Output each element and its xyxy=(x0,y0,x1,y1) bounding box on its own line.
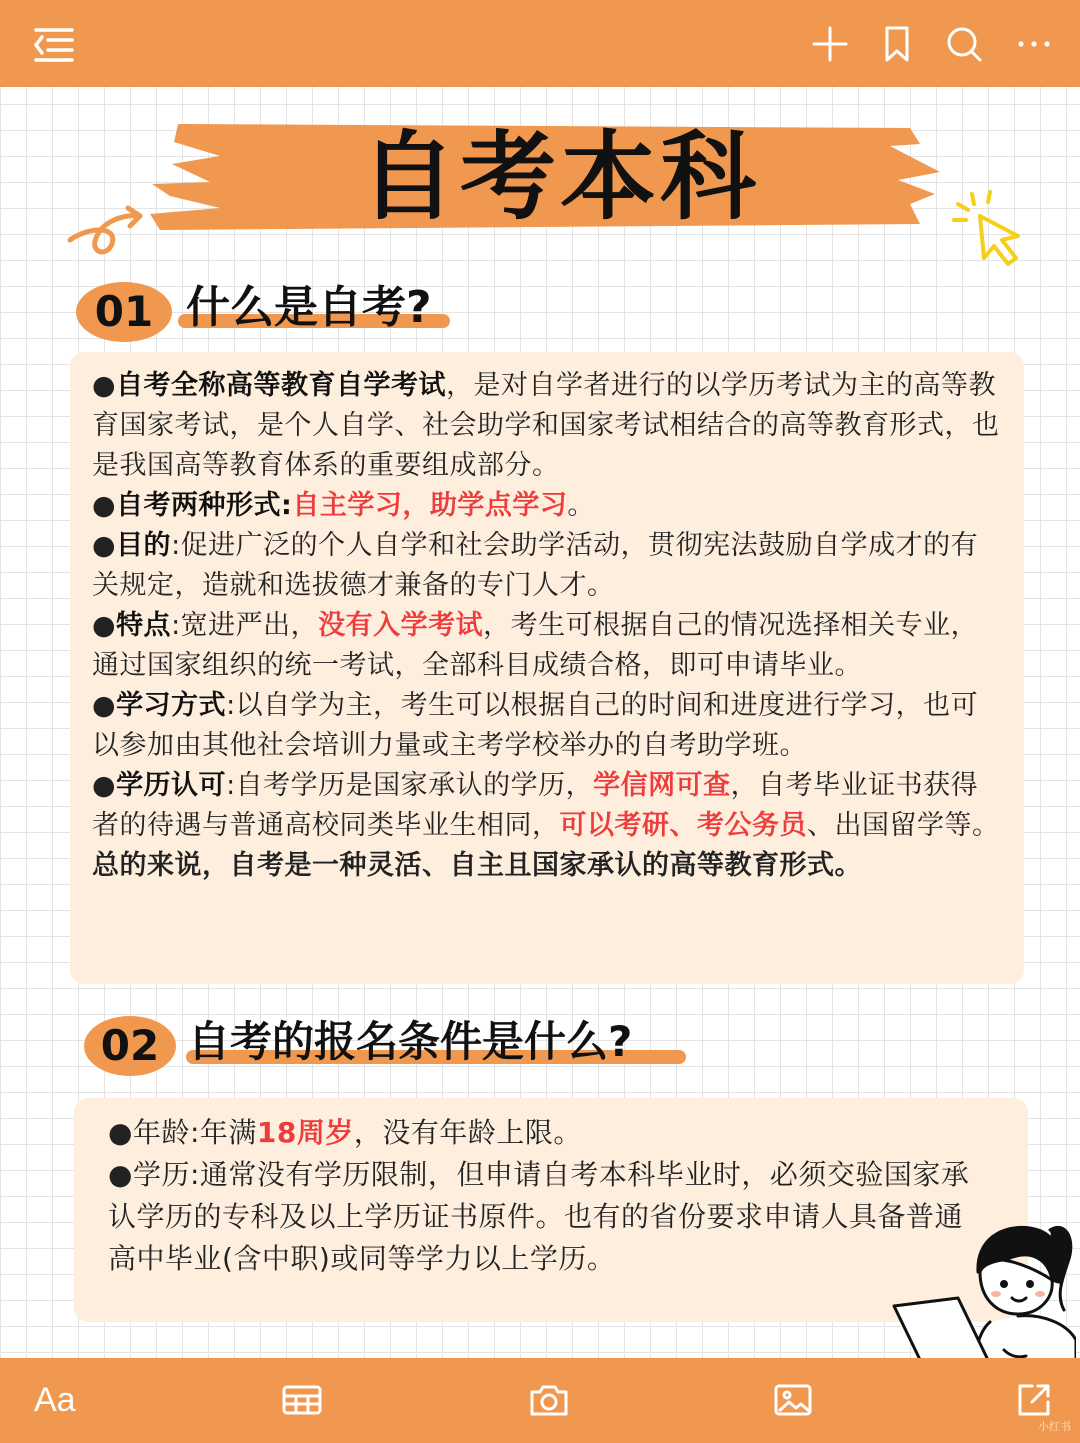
section-2-number: 02 xyxy=(100,1021,160,1070)
paragraph-definition: ●自考全称高等教育自学考试，是对自学者进行的以学历考试为主的高等教育国家考试，是个人自学、社会助学和国家考试相结合的高等教育形式，也是我国高等教育体系的重要组成部分。 xyxy=(92,370,1000,481)
paragraph-features: ●特点:宽进严出，没有入学考试，考生可根据自己的情况选择相关专业，通过国家组织的统一考试，全部科目成绩合格，即可申请毕业。 xyxy=(92,610,979,681)
section-1-number: 01 xyxy=(94,287,154,336)
section-1-heading: 什么是自考? xyxy=(186,282,432,333)
menu-icon[interactable] xyxy=(32,22,76,66)
swirl-arrow-icon xyxy=(66,200,146,260)
watermark-text: 小红书 xyxy=(1038,1420,1071,1433)
section-2-heading: 自考的报名条件是什么? xyxy=(188,1017,633,1066)
more-icon[interactable] xyxy=(1012,22,1056,66)
camera-icon[interactable] xyxy=(527,1378,571,1422)
page-title: 自考本科 xyxy=(360,121,760,233)
paragraph-forms: ●自考两种形式:自主学习，助学点学习。 xyxy=(92,490,595,521)
paragraph-purpose: ●目的:促进广泛的个人自学和社会助学活动，贯彻宪法鼓励自学成才的有关规定，造就和选拔德才兼备的专门人才。 xyxy=(92,530,979,601)
bottom-toolbar xyxy=(0,1358,1080,1443)
image-icon[interactable] xyxy=(771,1378,815,1422)
table-icon[interactable] xyxy=(280,1378,324,1422)
paragraph-recognition: ●学历认可:自考学历是国家承认的学历，学信网可查，自考毕业证书获得者的待遇与普通高校同类毕业生相同，可以考研、考公务员、出国留学等。 xyxy=(92,770,1000,841)
share-icon[interactable] xyxy=(1012,1378,1056,1422)
plus-icon[interactable] xyxy=(808,22,852,66)
top-toolbar xyxy=(0,0,1080,87)
paragraph-education: ●学历:通常没有学历限制，但申请自考本科毕业时，必须交验国家承认学历的专科及以上学历证书原件。也有的省份要求申请人具备普通高中毕业(含中职)或同等学力以上学历。 xyxy=(108,1158,970,1275)
search-icon[interactable] xyxy=(942,22,986,66)
summary-text: 总的来说，自考是一种灵活、自主且国家承认的高等教育形式。 xyxy=(92,850,862,881)
click-cursor-icon xyxy=(950,190,1030,270)
section-1-panel xyxy=(70,352,1024,984)
font-style-button[interactable]: Aa xyxy=(34,1381,76,1419)
paragraph-study-mode: ●学习方式:以自学为主，考生可以根据自己的时间和进度进行学习，也可以参加由其他社会培训力量或主考学校举办的自考助学班。 xyxy=(92,690,979,761)
paragraph-age: ●年龄:年满18周岁，没有年龄上限。 xyxy=(108,1116,582,1149)
bookmark-icon[interactable] xyxy=(875,22,919,66)
